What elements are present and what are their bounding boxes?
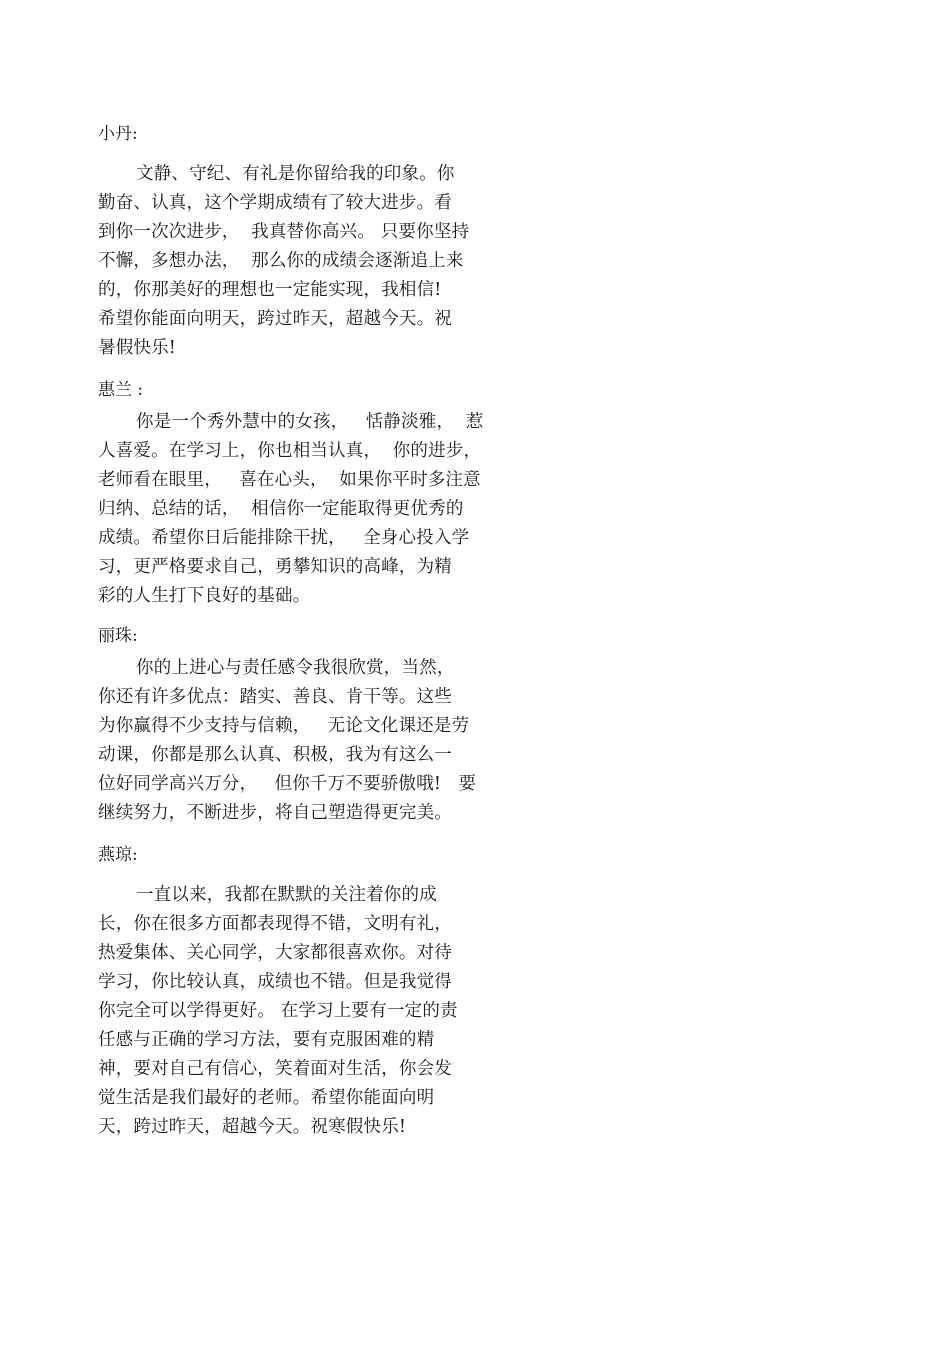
comment-line: 长，你在很多方面都表现得不错，文明有礼， bbox=[98, 914, 452, 934]
comment-line: 不懈，多想办法， 那么你的成绩会逐渐追上来 bbox=[98, 251, 464, 271]
comment-body-huilan bbox=[98, 411, 498, 614]
comment-line: 文静、守纪、有礼是你留给我的印象。你 bbox=[136, 164, 455, 184]
comment-body-lizhu bbox=[98, 657, 498, 831]
comment-line: 任感与正确的学习方法，要有克服困难的精 bbox=[98, 1030, 435, 1050]
comment-line: 觉生活是我们最好的老师。希望你能面向明 bbox=[98, 1088, 435, 1108]
comment-line: 动课，你都是那么认真、积极，我为有这么一 bbox=[98, 745, 452, 765]
comment-line: 你还有许多优点：踏实、善良、肯干等。这些 bbox=[98, 687, 452, 707]
comment-line: 勤奋、认真，这个学期成绩有了较大进步。看 bbox=[98, 193, 452, 213]
comment-line: 的，你那美好的理想也一定能实现，我相信! bbox=[98, 280, 442, 300]
student-name-yanqiong: 燕琼: bbox=[98, 845, 138, 865]
student-name-lizhu: 丽珠: bbox=[98, 626, 138, 646]
comment-line: 彩的人生打下良好的基础。 bbox=[98, 586, 311, 606]
comment-line: 位好同学高兴万分， 但你千万不要骄傲哦! 要 bbox=[98, 774, 477, 794]
comment-line: 神，要对自己有信心，笑着面对生活，你会发 bbox=[98, 1059, 452, 1079]
comment-line: 老师看在眼里， 喜在心头， 如果你平时多注意 bbox=[98, 470, 481, 490]
comment-line: 暑假快乐! bbox=[98, 338, 177, 358]
comment-body-xiaodan bbox=[98, 163, 498, 366]
comment-line: 为你赢得不少支持与信赖， 无论文化课还是劳 bbox=[98, 716, 470, 736]
comment-line: 一直以来，我都在默默的关注着你的成 bbox=[136, 885, 437, 905]
comment-line: 归纳、总结的话， 相信你一定能取得更优秀的 bbox=[98, 499, 464, 519]
comment-line: 学习，你比较认真，成绩也不错。但是我觉得 bbox=[98, 972, 452, 992]
comment-line: 到你一次次进步， 我真替你高兴。 只要你坚持 bbox=[98, 222, 470, 242]
comment-line: 你是一个秀外慧中的女孩， 恬静淡雅， 惹 bbox=[136, 412, 484, 432]
comment-line: 热爱集体、关心同学，大家都很喜欢你。对待 bbox=[98, 943, 452, 963]
student-name-huilan: 惠兰 : bbox=[98, 380, 144, 400]
comment-line: 你完全可以学得更好。 在学习上要有一定的责 bbox=[98, 1001, 458, 1021]
comment-line: 成绩。希望你日后能排除干扰， 全身心投入学 bbox=[98, 528, 470, 548]
comment-line: 你的上进心与责任感令我很欣赏，当然， bbox=[136, 658, 455, 678]
comment-line: 继续努力，不断进步，将自己塑造得更完美。 bbox=[98, 803, 452, 823]
comment-line: 希望你能面向明天，跨过昨天，超越今天。祝 bbox=[98, 309, 452, 329]
comment-line: 人喜爱。在学习上，你也相当认真， 你的进步， bbox=[98, 441, 482, 461]
comment-line: 天，跨过昨天，超越今天。祝寒假快乐! bbox=[98, 1117, 407, 1137]
comment-body-yanqiong bbox=[98, 884, 498, 1145]
student-name-xiaodan: 小丹: bbox=[98, 124, 138, 144]
comment-line: 习，更严格要求自己，勇攀知识的高峰，为精 bbox=[98, 557, 452, 577]
